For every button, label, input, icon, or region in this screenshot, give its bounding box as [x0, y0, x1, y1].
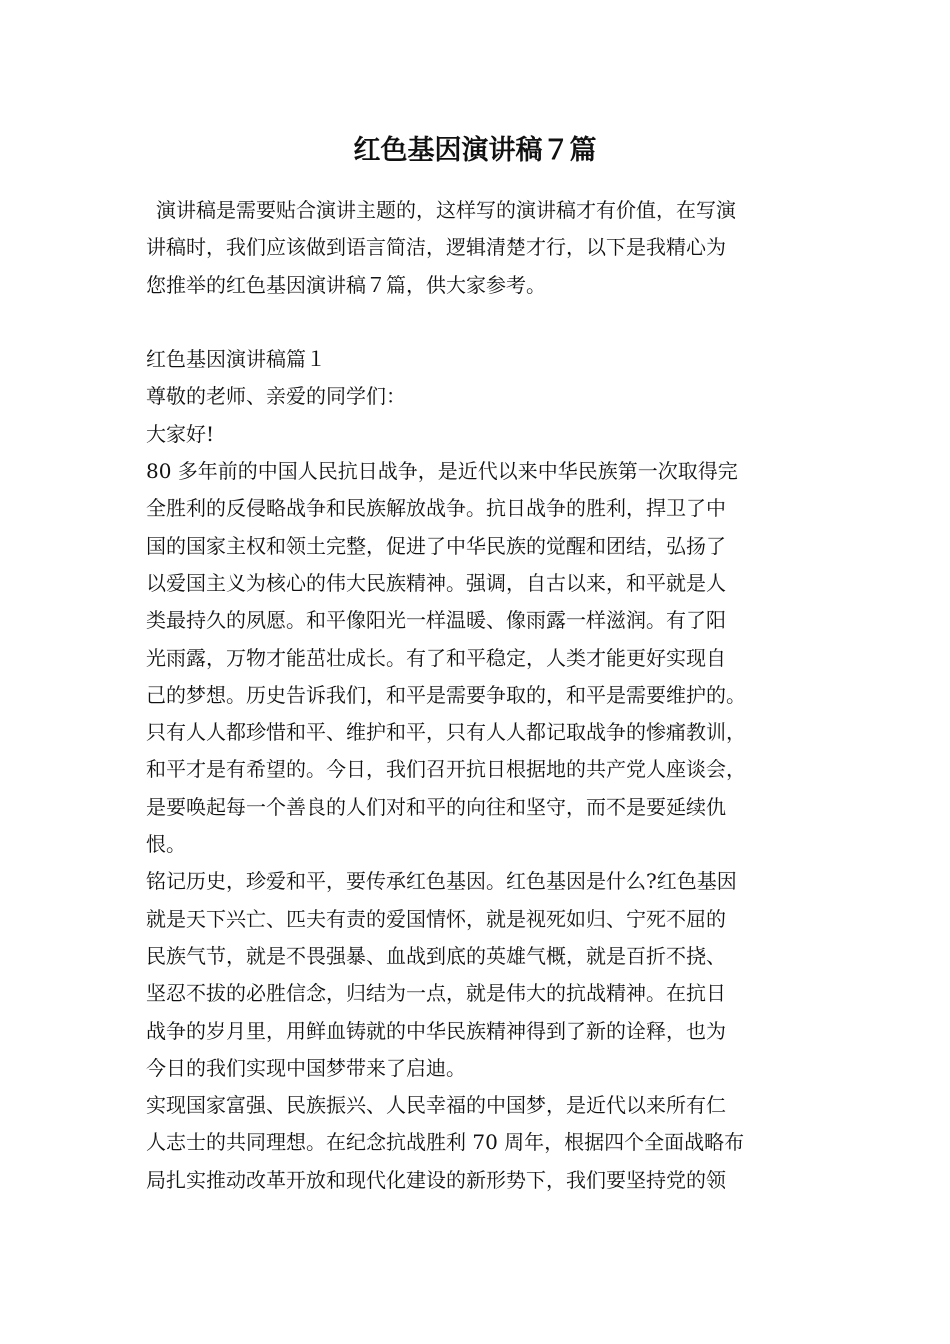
paragraph-line: 人志士的共同理想。在纪念抗战胜利 70 周年，根据四个全面战略布	[146, 1130, 745, 1155]
paragraph-line: 恨。	[146, 832, 186, 857]
paragraph-line: 光雨露，万物才能茁壮成长。有了和平稳定，人类才能更好实现自	[146, 645, 726, 670]
paragraph-line: 类最持久的夙愿。和平像阳光一样温暖、像雨露一样滋润。有了阳	[146, 608, 726, 633]
paragraph-line: 今日的我们实现中国梦带来了启迪。	[146, 1055, 466, 1080]
salutation: 尊敬的老师、亲爱的同学们：	[146, 384, 406, 409]
paragraph-line: 以爱国主义为核心的伟大民族精神。强调，自古以来，和平就是人	[146, 570, 726, 595]
paragraph-line: 只有人人都珍惜和平、维护和平，只有人人都记取战争的惨痛教训，	[146, 720, 746, 745]
section-heading: 红色基因演讲稿篇１	[146, 347, 326, 372]
paragraph-line: 是要唤起每一个善良的人们对和平的向往和坚守，而不是要延续仇	[146, 794, 726, 819]
document-body	[146, 192, 806, 1199]
intro-paragraph	[146, 192, 806, 304]
intro-line: 演讲稿是需要贴合演讲主题的，这样写的演讲稿才有价值，在写演	[156, 198, 736, 222]
paragraph-line: 坚忍不拔的必胜信念，归结为一点，就是伟大的抗战精神。在抗日	[146, 981, 726, 1006]
paragraph-line: 国的国家主权和领土完整，促进了中华民族的觉醒和团结，弘扬了	[146, 533, 726, 558]
paragraph-line: 局扎实推动改革开放和现代化建设的新形势下，我们要坚持党的领	[146, 1167, 726, 1192]
paragraph-line: 民族气节，就是不畏强暴、血战到底的英雄气概，就是百折不挠、	[146, 943, 726, 968]
paragraph-2	[146, 863, 806, 1087]
paragraph-line: 就是天下兴亡、匹夫有责的爱国情怀，就是视死如归、宁死不屈的	[146, 906, 726, 931]
paragraph-3	[146, 1087, 806, 1199]
paragraph-line: 铭记历史，珍爱和平，要传承红色基因。红色基因是什么?红色基因	[146, 869, 737, 894]
paragraph-line: 己的梦想。历史告诉我们，和平是需要争取的，和平是需要维护的。	[146, 682, 746, 707]
paragraph-line: 和平才是有希望的。今日，我们召开抗日根据地的共产党人座谈会，	[146, 757, 746, 782]
greeting: 大家好!	[146, 421, 215, 446]
paragraph-line: 实现国家富强、民族振兴、人民幸福的中国梦，是近代以来所有仁	[146, 1093, 726, 1118]
paragraph-line: 80 多年前的中国人民抗日战争，是近代以来中华民族第一次取得完	[146, 459, 738, 484]
document-title: 红色基因演讲稿７篇	[353, 135, 597, 166]
intro-line: 您推举的红色基因演讲稿７篇，供大家参考。	[146, 272, 546, 297]
paragraph-line: 战争的岁月里，用鲜血铸就的中华民族精神得到了新的诠释，也为	[146, 1018, 726, 1043]
paragraph-line: 全胜利的反侵略战争和民族解放战争。抗日战争的胜利，捍卫了中	[146, 496, 726, 521]
blank-line	[146, 304, 806, 341]
intro-line: 讲稿时，我们应该做到语言简洁，逻辑清楚才行，以下是我精心为	[146, 235, 726, 260]
paragraph-1	[146, 453, 806, 863]
